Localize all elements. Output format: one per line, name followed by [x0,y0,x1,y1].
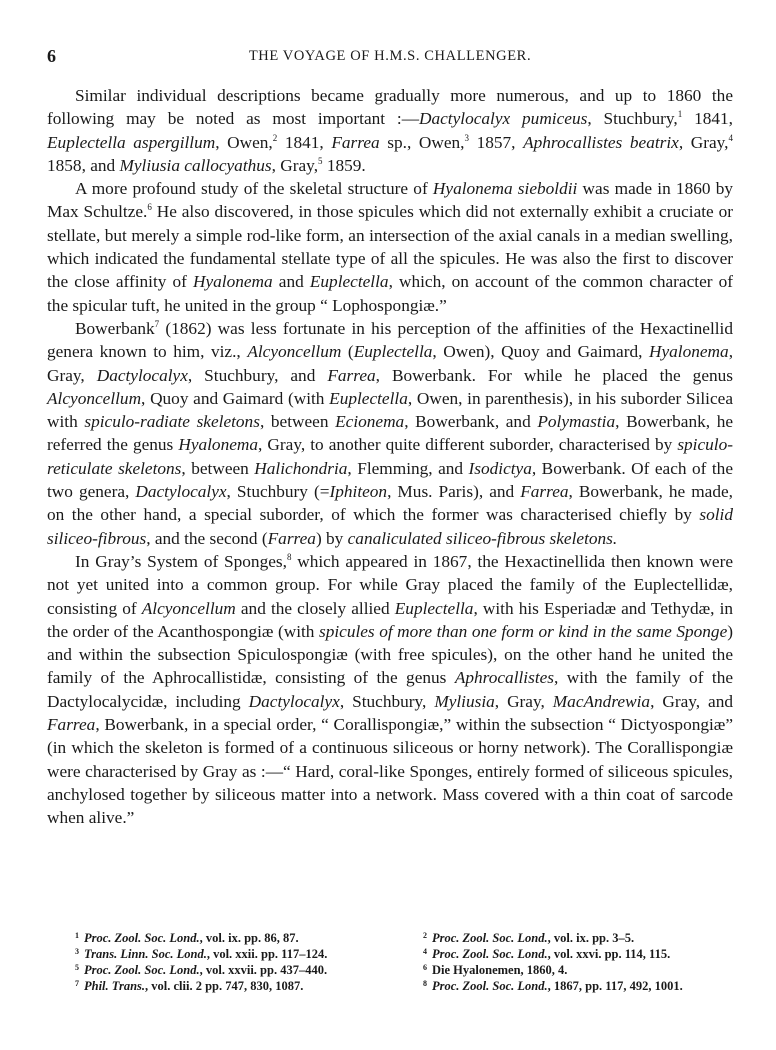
paragraph [47,550,733,830]
footnote-text: , vol. ix. pp. 3–5. [547,931,635,945]
text: , between [181,458,255,478]
footnote-ref: 7 [154,318,160,329]
italic-text: MacAndrewia [552,691,651,711]
paragraph [47,84,733,177]
footnote-text: , 1867, pp. 117, 492, 1001. [547,979,683,993]
italic-text: Farrea [327,365,376,385]
text: , and the second ( [146,528,268,548]
text: , with the family of the Dactylocalycidæ, including [47,668,734,711]
footnote-ref: 1 [677,109,683,120]
italic-text: Alcyoncellum [247,342,342,362]
text: 1859. [322,155,366,175]
italic-text: Dactylocalyx [135,482,227,502]
footnote [75,930,423,946]
text: Bowerbank [75,318,155,338]
footnote-source: Proc. Zool. Soc. Lond. [432,947,548,961]
text: In Gray’s System of Sponges, [75,551,287,571]
text: 1858, and [47,155,120,175]
footnote-ref: 2 [272,132,278,143]
footnote-number: 1 [75,931,79,940]
italic-text: Iphiteon [329,482,388,502]
footnote-text: Die Hyalonemen, 1860, 4. [432,963,568,977]
text: , Bowerbank, in a special order, “ Corallispongiæ,” within the subsection “ Dictyospongiæ” (in which the skeleton is formed of a continuous siliceous or horny network). The Corallispongiæ were characterised by Gray as :—“ Hard, coral-like Sponges, entirely formed of siliceous spicules, anchylosed together by siliceous matter into a network. Mass covered with a thin coat of sarcode when alive.” [47,715,733,828]
italic-text: Hyalonema [649,342,729,362]
italic-text: Polymastia [537,412,616,432]
text: , Bowerbank, he referred the genus [47,412,733,455]
footnote-ref: 3 [464,132,469,143]
text: , Stuchbury (= [226,482,330,502]
body-text [47,84,733,830]
text: , Stuchbury, [339,691,435,711]
footnote-number: 4 [423,947,427,956]
italic-text: Euplectella [329,388,408,408]
text: Similar individual descriptions became gradually more numerous, and up to 1860 the following may be noted as most important :— [47,86,733,129]
footnote-source: Trans. Linn. Soc. Lond. [84,947,207,961]
paragraph [47,317,733,550]
text: 1841, [682,109,733,129]
text: ) by [315,528,348,548]
text: , Gray, [271,155,319,175]
footnote [423,930,723,946]
text: , Owen, [215,132,273,152]
text: , with his Esperiadæ and Tethydæ, in the order of the Acanthospongiæ (with [47,598,734,641]
italic-text: solid siliceo-fibrous [47,505,733,548]
footnote-source: Proc. Zool. Soc. Lond. [84,963,200,977]
text: , Owen), Quoy and Gaimard, [432,342,650,362]
footnote-source: Proc. Zool. Soc. Lond. [84,931,200,945]
footnote [423,978,723,994]
text: , Stuchbury, and [187,365,328,385]
italic-text: Alcyoncellum [141,598,236,618]
italic-text: Euplectella [353,342,433,362]
text: , between [259,412,336,432]
italic-text: Euplectella [394,598,474,618]
footnote-source: Phil. Trans. [84,979,146,993]
footnote [75,978,423,994]
italic-text: spiculo-reticulate skeletons [47,435,733,478]
italic-text: Dactylocalyx [248,691,340,711]
footnote-number: 7 [75,979,79,988]
text: , Stuchbury, [587,109,678,129]
text: which appeared in 1867, the Hexactinellida then known were not yet united into a common group. For while Gray placed the family of the Euplectellidæ, consisting of [47,551,733,618]
text: (1862) was less fortunate in his perception of the affinities of the Hexactinellid genera known to him, viz., [47,318,733,362]
text: , Gray, [494,691,553,711]
text: , Bowerbank, he made, on the other hand, a special suborder, of which the former was characterised chiefly by [47,482,733,525]
running-title: THE VOYAGE OF H.M.S. CHALLENGER. [248,48,532,64]
footnote [423,962,723,978]
footnote-ref: 8 [286,551,292,562]
footnote [423,946,723,962]
footnote-number: 2 [423,931,427,940]
footnote-source: Proc. Zool. Soc. Lond. [432,931,548,945]
italic-text: Ecionema [335,412,405,432]
italic-text: Farrea [331,132,380,152]
footnote-ref: 6 [147,202,152,213]
footnote [75,946,423,962]
italic-text: Dactylocalyx [96,365,188,385]
text: 1857, [468,132,524,152]
footnote-text: , vol. xxvi. pp. 114, 115. [547,947,671,961]
italic-text: Myliusia [434,691,495,711]
text: He also discovered, in those spicules which did not externally exhibit a cruciate or stellate, but merely a simple rod-like form, an intersection of the axial canals in a median swelling, which indicated the fundamental stellate type of all the spicules. He was also the first to discover the close affinity of [47,202,733,292]
page-header [47,46,733,70]
text: and the closely allied [235,598,395,618]
footnotes [75,930,715,994]
text: , Bowerbank. Of each of the two genera, [47,458,733,502]
italic-text: Farrea [267,528,316,548]
text: , Gray, and [650,691,733,711]
text: , Gray, [678,132,729,152]
text: , Gray, [47,342,734,385]
text: A more profound study of the skeletal structure of [75,179,433,199]
italic-text: Euplectella [309,272,389,292]
text: was made in 1860 by Max Schultze. [47,179,733,222]
italic-text: Isodictya [468,458,532,478]
text: , Flemming, and [347,458,469,478]
footnote-ref: 4 [728,132,733,143]
italic-text: Farrea [47,715,96,735]
paragraph [47,177,733,317]
italic-text: Myliusia callocyathus [119,155,272,175]
text: , which, on account of the common character of the spicular tuft, he united in the group “ Lophospongiæ.” [47,272,733,315]
footnote-text: , vol. xxii. pp. 117–124. [206,947,328,961]
italic-text: canaliculated siliceo-fibrous skeletons. [347,528,618,548]
italic-text: spicules of more than one form or kind in the same Sponge [318,621,728,641]
text: sp., Owen, [379,132,465,152]
text: 1841, [277,132,332,152]
italic-text: Aphrocallistes beatrix [523,132,679,152]
text: , Bowerbank. For while he placed the genus [375,365,733,385]
italic-text: Hyalonema sieboldii [432,179,578,199]
footnote-text: , vol. xxvii. pp. 437–440. [199,963,328,977]
footnote-ref: 5 [318,155,323,166]
italic-text: spiculo-radiate skeletons [84,412,260,432]
footnote-number: 6 [423,963,427,972]
italic-text: Euplectella aspergillum [47,132,216,152]
text: , Bowerbank, and [404,412,538,432]
text: , Mus. Paris), and [387,482,521,502]
text: , Quoy and Gaimard (with [141,388,330,408]
text: , Gray, to another quite different suborder, characterised by [258,435,678,455]
footnote [75,962,423,978]
footnote-text: , vol. ix. pp. 86, 87. [199,931,299,945]
italic-text: Dactylocalyx pumiceus [419,109,588,129]
text: ) and within the subsection Spiculospongiæ (with free spicules), on the other hand he united the family of the Aphrocallistidæ, consisting of the genus [47,621,734,688]
footnote-text: , vol. clii. 2 pp. 747, 830, 1087. [145,979,304,993]
footnote-number: 5 [75,963,79,972]
italic-text: Halichondria [254,458,348,478]
italic-text: Aphrocallistes [454,668,555,688]
italic-text: Farrea [520,482,569,502]
text: , Owen, in parenthesis), in his suborder Silicea with [47,388,733,432]
footnote-source: Proc. Zool. Soc. Lond. [432,979,548,993]
text: and [272,272,310,292]
italic-text: Hyalonema [193,272,273,292]
italic-text: Alcyoncellum [47,388,142,408]
footnote-number: 3 [75,947,79,956]
page-number: 6 [47,46,56,66]
text: ( [341,342,354,362]
footnote-number: 8 [423,979,427,988]
italic-text: Hyalonema [178,435,259,455]
